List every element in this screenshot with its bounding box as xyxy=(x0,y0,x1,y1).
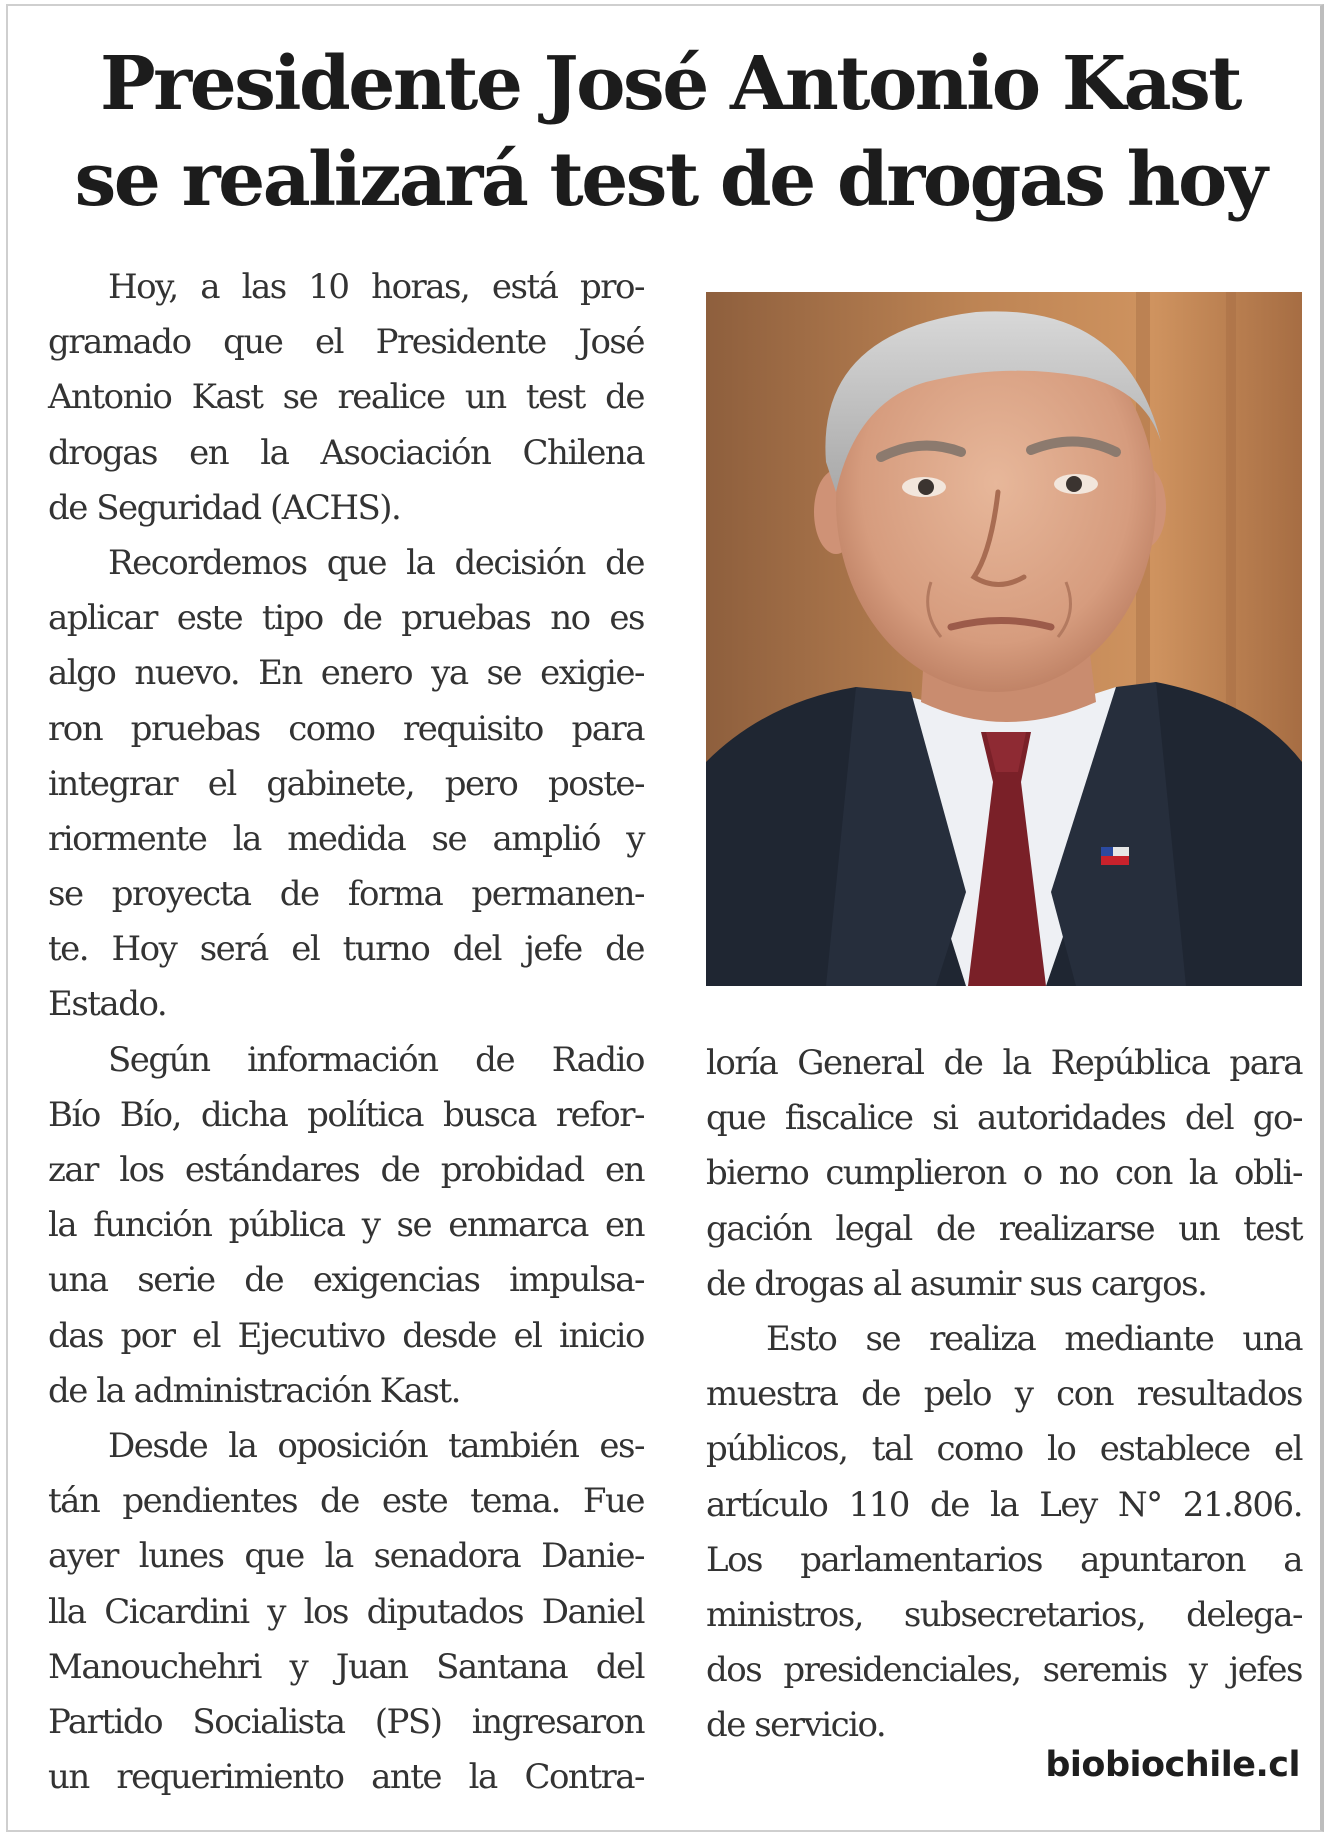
left-column xyxy=(48,260,644,1805)
body-text-line: Los parlamentarios apuntaron a xyxy=(706,1539,1302,1580)
source-credit: biobiochile.cl xyxy=(1045,1745,1300,1785)
body-text-line: Bío Bío, dicha política busca refor- xyxy=(48,1094,644,1135)
body-text-line: dos presidenciales, seremis y jefes xyxy=(706,1650,1302,1691)
portrait-photo xyxy=(706,292,1302,986)
body-text-line: ayer lunes que la senadora Danie- xyxy=(48,1536,644,1577)
body-text-line: aplicar este tipo de pruebas no es xyxy=(48,598,644,639)
body-text-line: un requerimiento ante la Contra- xyxy=(48,1757,644,1798)
body-text-line: drogas en la Asociación Chilena xyxy=(48,432,644,473)
headline-line: se realizará test de drogas hoy xyxy=(74,137,1266,223)
body-text-line: se proyecta de forma permanen- xyxy=(48,874,644,915)
body-text-line: Esto se realiza mediante una xyxy=(766,1318,1302,1359)
body-text-line: Manouchehri y Juan Santana del xyxy=(48,1646,644,1687)
body-text-line: gación legal de realizarse un test xyxy=(706,1208,1302,1249)
body-text-line: una serie de exigencias impulsa- xyxy=(48,1260,644,1301)
body-text-line: artículo 110 de la Ley N° 21.806. xyxy=(706,1484,1302,1525)
body-text-line: la función pública y se enmarca en xyxy=(48,1205,644,1246)
body-text-line: das por el Ejecutivo desde el inicio xyxy=(48,1315,644,1356)
body-text-line: tán pendientes de este tema. Fue xyxy=(48,1481,644,1522)
body-text-line: Recordemos que la decisión de xyxy=(108,542,644,583)
headline xyxy=(40,36,1300,228)
body-text-line: Estado. xyxy=(48,984,167,1025)
portrait-illustration xyxy=(706,292,1302,986)
body-text-line: integrar el gabinete, pero poste- xyxy=(48,763,644,804)
body-text-line: ron pruebas como requisito para xyxy=(48,708,644,749)
body-text-line: loría General de la República para xyxy=(706,1043,1302,1083)
body-text-line: riormente la medida se amplió y xyxy=(48,818,644,859)
body-text-line: Hoy, a las 10 horas, está pro- xyxy=(108,267,644,307)
body-text-line: bierno cumplieron o no con la obli- xyxy=(706,1153,1302,1194)
body-text-line: Partido Socialista (PS) ingresaron xyxy=(48,1701,644,1742)
body-text-line: gramado que el Presidente José xyxy=(48,322,644,363)
headline-line: Presidente José Antonio Kast xyxy=(100,41,1240,127)
body-text-line: de drogas al asumir sus cargos. xyxy=(706,1263,1207,1304)
body-text-line: lla Cicardini y los diputados Daniel xyxy=(48,1591,644,1632)
body-text-line: que fiscalice si autoridades del go- xyxy=(706,1098,1302,1139)
body-text-line: Desde la oposición también es- xyxy=(108,1425,644,1466)
body-text-line: ministros, subsecretarios, delega- xyxy=(706,1594,1302,1635)
body-text-line: te. Hoy será el turno del jefe de xyxy=(48,929,644,970)
body-text-line: algo nuevo. En enero ya se exigie- xyxy=(48,653,644,694)
body-text-line: zar los estándares de probidad en xyxy=(48,1150,644,1190)
body-text-line: de la administración Kast. xyxy=(48,1370,460,1411)
body-text-line: públicos, tal como lo establece el xyxy=(706,1429,1302,1470)
body-text-line: Según información de Radio xyxy=(108,1039,644,1080)
body-text-line: muestra de pelo y con resultados xyxy=(706,1374,1302,1415)
body-text-line: de Seguridad (ACHS). xyxy=(48,487,401,528)
body-text-line: Antonio Kast se realice un test de xyxy=(48,377,644,418)
body-text-line: de servicio. xyxy=(706,1705,886,1746)
right-column xyxy=(706,1036,1302,1753)
